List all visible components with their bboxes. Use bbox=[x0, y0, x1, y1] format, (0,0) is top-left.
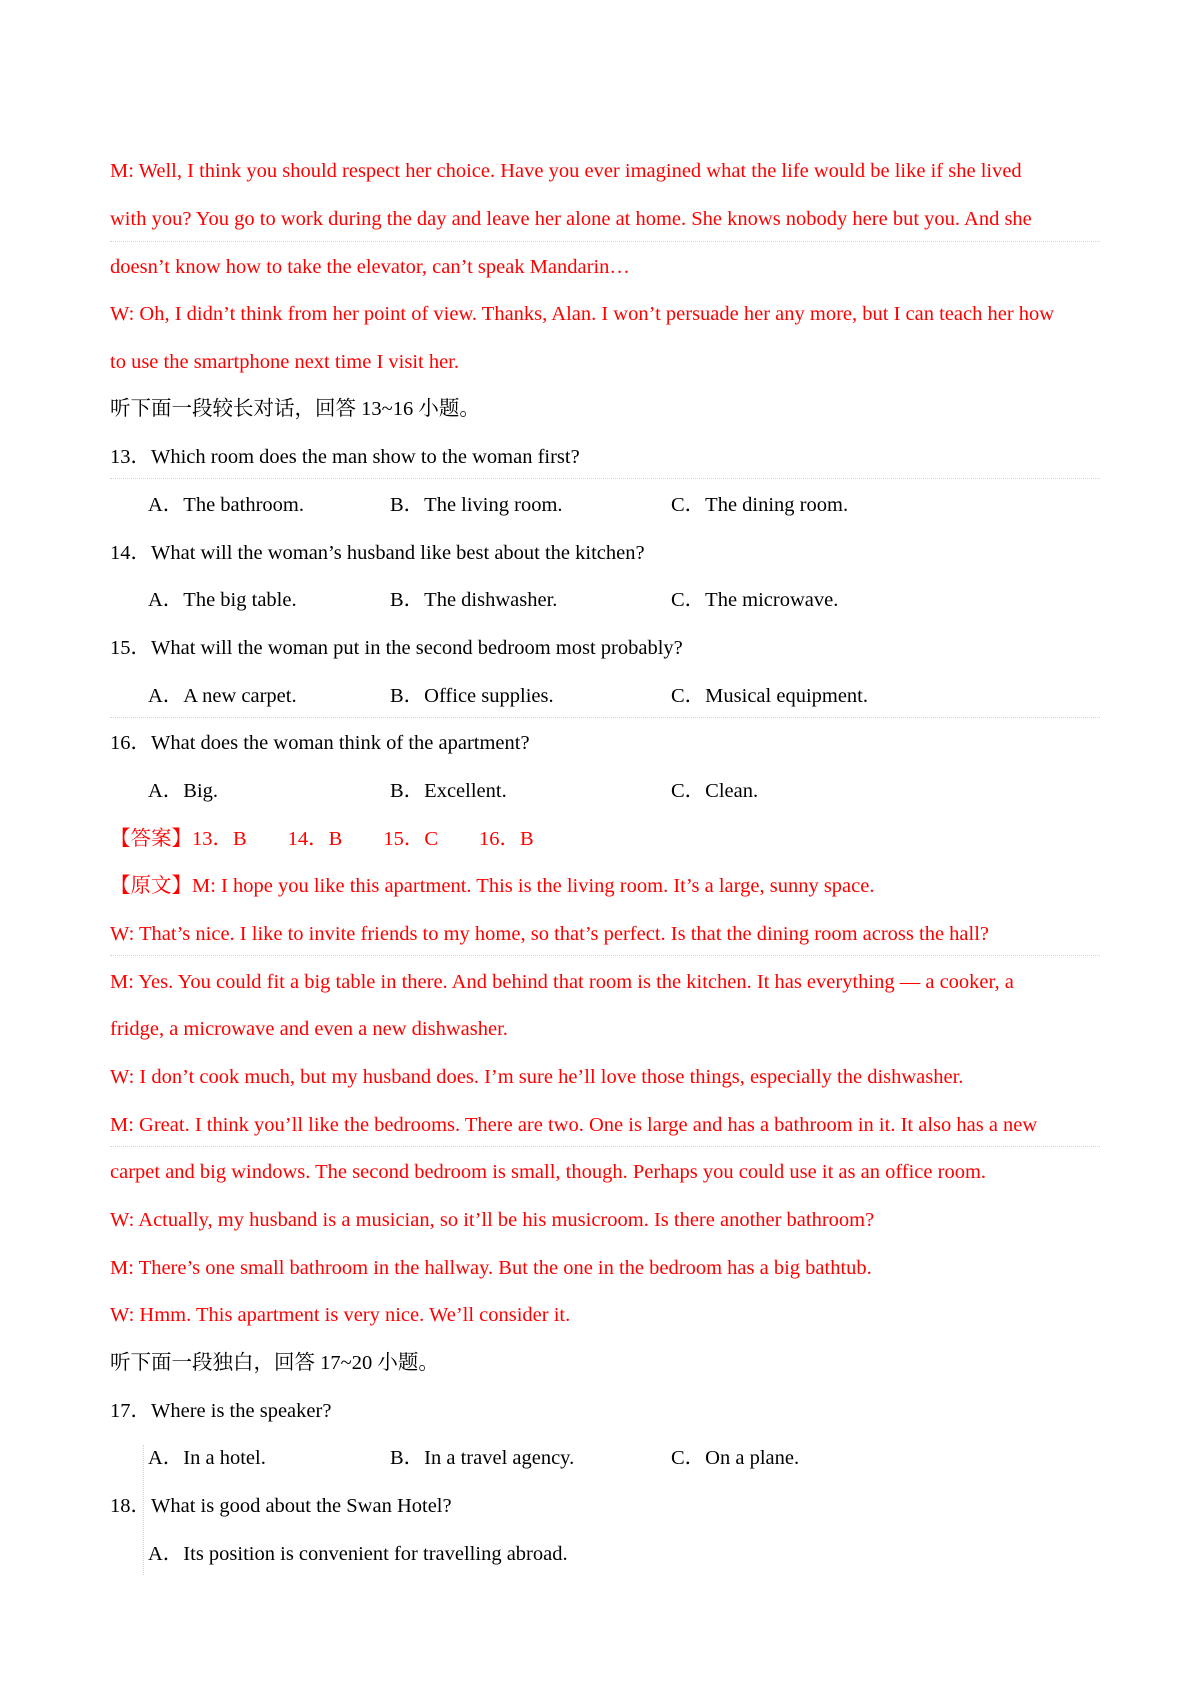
dialogue-line: W: Oh, I didn’t think from her point of view. Thanks, Alan. I won’t persuade her any more, but I can teach her how bbox=[110, 303, 1055, 325]
transcript-line: W: That’s nice. I like to invite friends to my home, so that’s perfect. Is that the dining room across the hall? bbox=[110, 923, 990, 945]
transcript-line: M: Great. I think you’ll like the bedrooms. There are two. One is large and has a bathroom in it. It also has a new bbox=[110, 1114, 1038, 1136]
dotted-rule bbox=[110, 241, 1100, 242]
dotted-rule bbox=[110, 1146, 1100, 1147]
transcript-line: 【原文】M: I hope you like this apartment. This is the living room. It’s a large, sunny space. bbox=[110, 875, 875, 897]
q17-option-c: C．On a plane. bbox=[671, 1447, 800, 1469]
q17-option-a: A．In a hotel. bbox=[148, 1447, 266, 1469]
transcript-line: fridge, a microwave and even a new dishwasher. bbox=[110, 1018, 508, 1040]
question-17: 17．Where is the speaker? bbox=[110, 1400, 332, 1422]
q13-option-c: C．The dining room. bbox=[671, 494, 849, 516]
dotted-rule bbox=[110, 955, 1100, 956]
transcript-line: M: There’s one small bathroom in the hallway. But the one in the bedroom has a big bathtub. bbox=[110, 1257, 872, 1279]
q18-option-a: A．Its position is convenient for travelling abroad. bbox=[148, 1543, 568, 1565]
question-13: 13．Which room does the man show to the woman first? bbox=[110, 446, 580, 468]
answer-key: 【答案】13．B 14．B 15．C 16．B bbox=[110, 828, 534, 850]
question-14: 14．What will the woman’s husband like best about the kitchen? bbox=[110, 542, 645, 564]
section-intro: 听下面一段独白，回答 17~20 小题。 bbox=[110, 1352, 439, 1374]
q15-option-a: A．A new carpet. bbox=[148, 685, 297, 707]
dotted-rule bbox=[110, 717, 1100, 718]
question-16: 16．What does the woman think of the apartment? bbox=[110, 732, 530, 754]
q13-option-a: A．The bathroom. bbox=[148, 494, 304, 516]
q15-option-c: C．Musical equipment. bbox=[671, 685, 869, 707]
question-18: 18．What is good about the Swan Hotel? bbox=[110, 1495, 452, 1517]
transcript-line: W: Hmm. This apartment is very nice. We’ll consider it. bbox=[110, 1304, 571, 1326]
dialogue-line: doesn’t know how to take the elevator, can’t speak Mandarin… bbox=[110, 256, 630, 278]
transcript-line: M: Yes. You could fit a big table in there. And behind that room is the kitchen. It has everything — a cooker, a bbox=[110, 971, 1014, 993]
q16-option-c: C．Clean. bbox=[671, 780, 759, 802]
dialogue-line: with you? You go to work during the day and leave her alone at home. She knows nobody here but you. And she bbox=[110, 208, 1032, 230]
transcript-line: carpet and big windows. The second bedroom is small, though. Perhaps you could use it as an office room. bbox=[110, 1161, 987, 1183]
section-intro: 听下面一段较长对话，回答 13~16 小题。 bbox=[110, 398, 480, 420]
q14-option-b: B．The dishwasher. bbox=[390, 589, 558, 611]
transcript-line: W: I don’t cook much, but my husband does. I’m sure he’ll love those things, especially the dishwasher. bbox=[110, 1066, 964, 1088]
dialogue-line: to use the smartphone next time I visit her. bbox=[110, 351, 460, 373]
transcript-line: W: Actually, my husband is a musician, so it’ll be his musicroom. Is there another bathroom? bbox=[110, 1209, 875, 1231]
q17-option-b: B．In a travel agency. bbox=[390, 1447, 575, 1469]
q16-option-b: B．Excellent. bbox=[390, 780, 507, 802]
question-15: 15．What will the woman put in the second bedroom most probably? bbox=[110, 637, 683, 659]
dialogue-line: M: Well, I think you should respect her choice. Have you ever imagined what the life would be like if she lived bbox=[110, 160, 1022, 182]
q14-option-a: A．The big table. bbox=[148, 589, 297, 611]
q16-option-a: A．Big. bbox=[148, 780, 219, 802]
q13-option-b: B．The living room. bbox=[390, 494, 563, 516]
q15-option-b: B．Office supplies. bbox=[390, 685, 554, 707]
dotted-rule bbox=[110, 478, 1100, 479]
q14-option-c: C．The microwave. bbox=[671, 589, 839, 611]
